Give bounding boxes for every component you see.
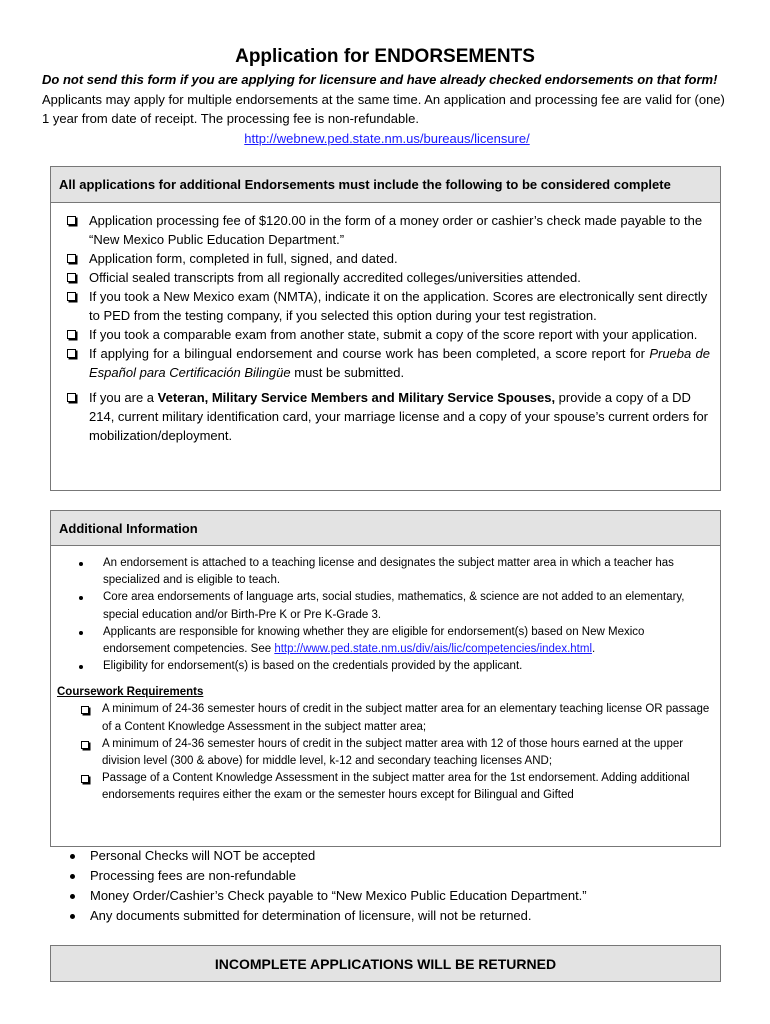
list-item [90,866,750,886]
list-item [102,736,710,770]
item-text: A minimum of 24-36 semester hours of credit in the subject matter area with 12 of those hours earned at the upper division level (300 & above) for middle level, k-12 and secondary teaching licenses AND; [102,737,684,768]
bullet-icon [70,914,75,919]
bullet-icon [79,562,83,566]
checkbox-icon [67,273,76,282]
item-text: Applicants are responsible for knowing whether they are eligible for endorsement(s) based on New Mexico endorsement competencies. See [103,625,645,656]
list-item [103,624,710,658]
competencies-link[interactable]: http://www.ped.state.nm.us/div/ais/lic/competencies/index.html [274,643,592,656]
list-item [90,906,750,926]
checkbox-icon [67,349,76,358]
coursework-list [51,701,720,804]
list-item [89,287,710,325]
intro-text: Applicants may apply for multiple endorsements at the same time. An application and processing fee are valid for (one) 1 year from date of receipt. The processing fee is non-refundable. [42,91,725,126]
list-item [89,249,710,268]
bullet-icon [70,874,75,879]
list-item [89,388,710,445]
warning-text: Do not send this form if you are applying for licensure and have already checked endorsements on that form! [42,72,718,87]
info-list [51,546,720,675]
checkbox-icon [67,216,76,225]
item-text: If applying for a bilingual endorsement and course work has been completed, a score report for [89,346,650,361]
item-text: Personal Checks will NOT be accepted [90,848,316,863]
exam-name: Prueba de Español para Certificación Bilingüe [89,346,710,380]
item-text: provide a copy of a DD 214, current military identification card, your marriage license and a copy of your spouse’s current orders for mobilization/deployment. [89,390,708,443]
checkbox-icon [67,393,76,402]
coursework-title: Coursework Requirements [57,686,204,699]
item-text: An endorsement is attached to a teaching license and designates the subject matter area in which a teacher has specialized and is eligible to teach. [103,557,674,587]
item-text: Any documents submitted for determination of licensure, will not be returned. [90,908,532,923]
additional-info-box [50,510,721,847]
bullet-icon [79,665,83,669]
list-item [102,701,710,735]
item-text: Core area endorsements of language arts, social studies, mathematics, & science are not added to an elementary, special education and/or Birth-Pre K or Pre K-Grade 3. [103,591,685,621]
requirements-header: All applications for additional Endorsements must include the following to be considered complete [51,167,720,203]
item-text: . [592,643,596,656]
list-item [103,555,710,589]
requirements-box [50,166,721,491]
list-item [90,886,750,906]
additional-info-header: Additional Information [51,511,720,546]
intro-paragraph [42,70,732,148]
checkbox-icon [67,254,76,263]
item-text: Application processing fee of $120.00 in the form of a money order or cashier’s check made payable to the “New Mexico Public Education Department.” [89,213,703,247]
veteran-text: Veteran, Military Service Members and Military Service Spouses, [157,390,556,405]
bullet-icon [79,596,83,600]
list-item [89,344,710,382]
licensure-link[interactable]: http://webnew.ped.state.nm.us/bureaus/licensure/ [244,130,530,146]
list-item [103,589,710,623]
item-text: Passage of a Content Knowledge Assessment in the subject matter area for the 1st endorsement. Adding additional endorsements requires either the exam or the semester hours except for Bilingual and Gifted [102,772,690,802]
item-text: must be submitted. [290,365,405,380]
item-text: A minimum of 24-36 semester hours of credit in the subject matter area for an elementary teaching license OR passage of a Content Knowledge Assessment in the subject matter area; [102,703,710,733]
item-text: Official sealed transcripts from all regionally accredited colleges/universities attended. [89,270,581,285]
item-text: If you took a New Mexico exam (NMTA), indicate it on the application. Scores are electronically sent directly to PED from the testing company, if you selected this option during your test registration. [89,289,708,323]
item-text: If you are a [89,390,158,405]
item-text: Eligibility for endorsement(s) is based on the credentials provided by the applicant. [103,660,523,673]
bullet-icon [70,854,75,859]
list-item [89,211,710,249]
checkbox-icon [67,330,76,339]
item-text: Money Order/Cashier’s Check payable to “New Mexico Public Education Department.” [90,888,587,903]
page-title: Application for ENDORSEMENTS [235,46,535,67]
requirements-list [51,203,720,445]
bullet-icon [79,631,83,635]
checkbox-icon [81,741,89,749]
checkbox-icon [81,706,89,714]
checkbox-icon [67,292,76,301]
list-item [90,846,750,866]
incomplete-warning-banner: INCOMPLETE APPLICATIONS WILL BE RETURNED [50,945,721,982]
bullet-icon [70,894,75,899]
checkbox-icon [81,775,89,783]
item-text: If you took a comparable exam from another state, submit a copy of the score report with your application. [89,327,698,342]
notes-list [90,846,750,926]
item-text: Application form, completed in full, signed, and dated. [89,251,398,266]
item-text: Processing fees are non-refundable [90,868,296,883]
list-item [89,325,710,344]
list-item [89,268,710,287]
list-item [102,770,710,804]
list-item [103,658,710,675]
